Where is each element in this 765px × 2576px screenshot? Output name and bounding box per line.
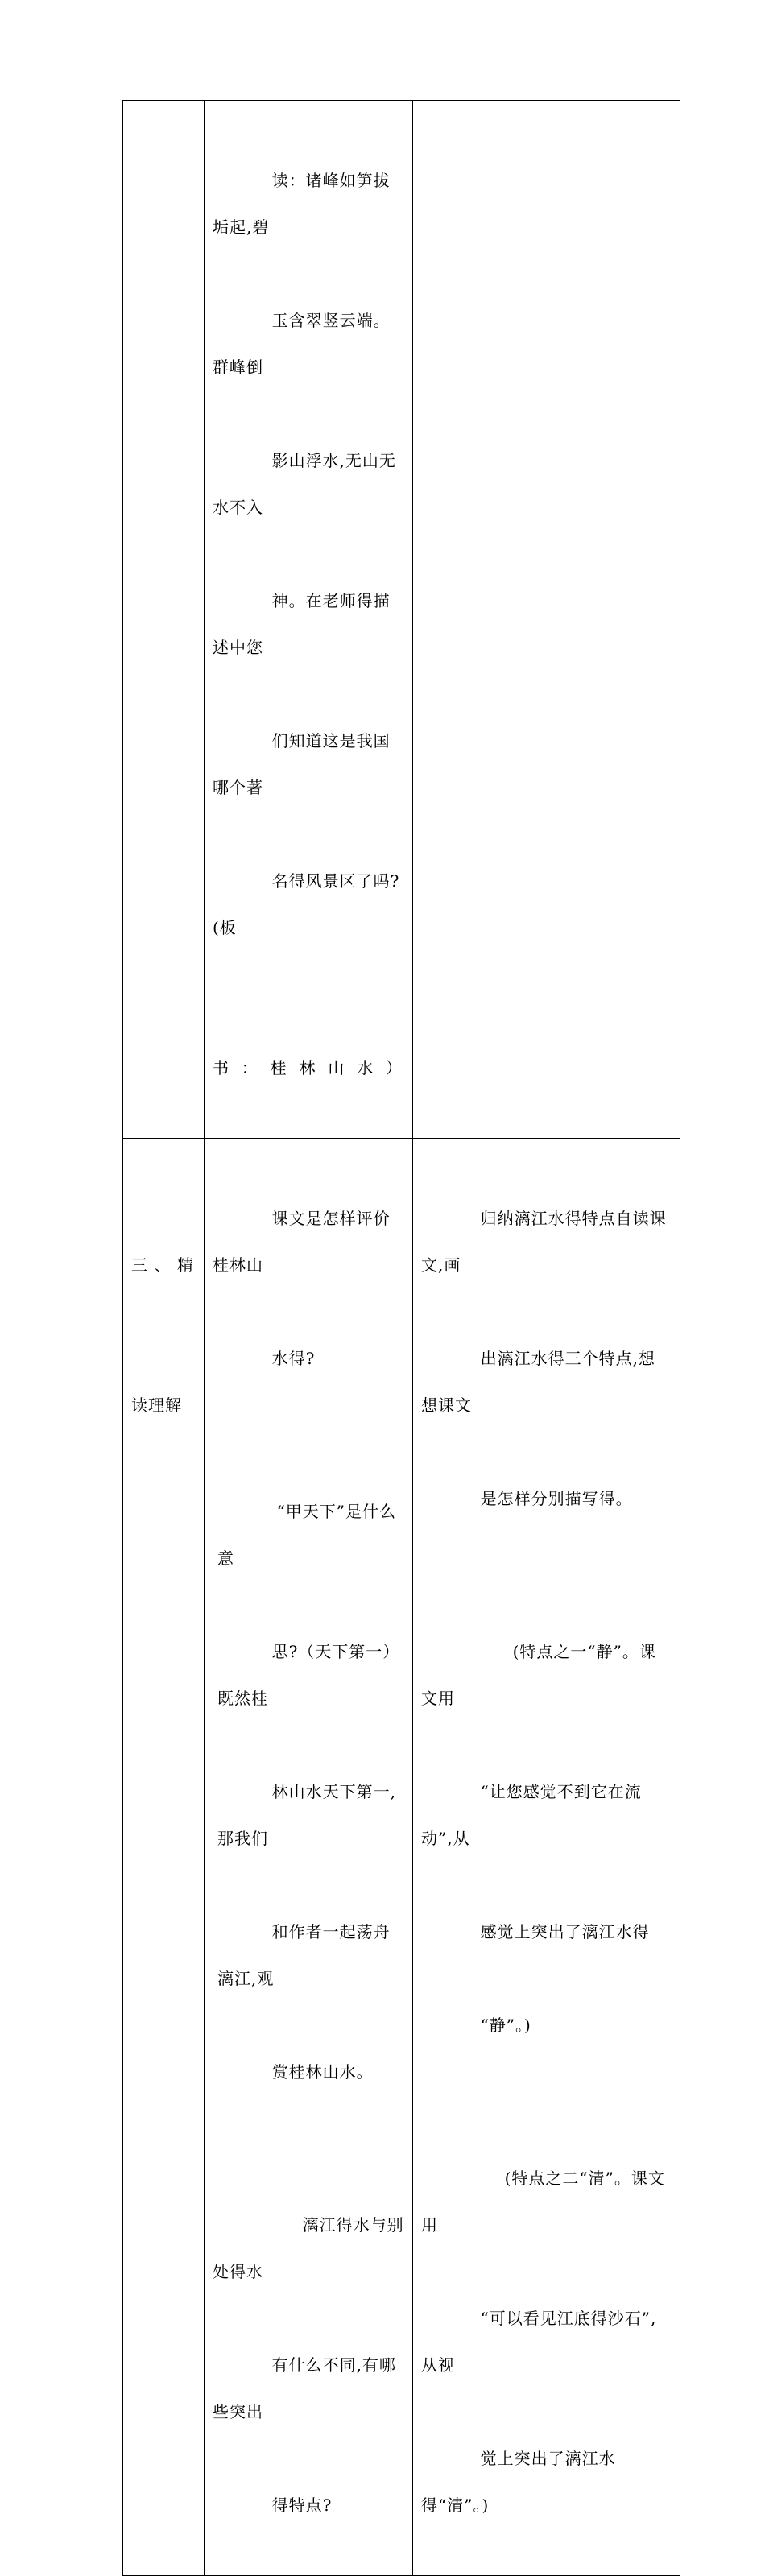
text-line: 和作者一起荡舟漓江,观	[217, 1922, 391, 1988]
text-line: 有什么不同,有哪些突出	[213, 2355, 396, 2421]
text-line: 思?（天下第一）既然桂	[217, 1642, 400, 1708]
text-line: 课文是怎样评价桂林山	[213, 1209, 391, 1275]
text-line: “让您感觉不到它在流动”,从	[421, 1782, 642, 1848]
text-line: 林山水天下第一,那我们	[217, 1782, 396, 1848]
section-cell	[123, 101, 205, 1139]
section-text	[123, 101, 204, 110]
student-activity-cell	[413, 1139, 680, 2576]
text-line: 读理解	[131, 1396, 182, 1415]
student-text	[413, 101, 680, 110]
text-line: 神。在老师得描述中您	[213, 591, 391, 657]
teacher-paragraph	[213, 2155, 404, 2575]
text-line: (特点之一“静”。课文用	[421, 1642, 656, 1708]
text-line: 影山浮水,无山无水不入	[213, 451, 396, 517]
text-line: 三 、 精	[131, 1255, 194, 1275]
teacher-paragraph	[213, 1148, 404, 1429]
student-paragraph	[421, 1148, 672, 1569]
text-line: 玉含翠竖云端。群峰倒	[213, 311, 391, 377]
text-line: 水得?	[271, 1349, 316, 1368]
text-line: 书 ： 桂 林 山 水 ）	[213, 1058, 403, 1077]
teacher-paragraph	[213, 1441, 404, 2142]
teacher-paragraph	[213, 110, 404, 1138]
text-line: 是怎样分别描写得。	[480, 1489, 633, 1508]
text-line: 漓江得水与别处得水	[213, 2215, 404, 2281]
text-line: 们知道这是我国哪个著	[213, 731, 391, 797]
text-line: 归纳漓江水得特点自读课文,画	[421, 1209, 667, 1275]
lesson-plan-table	[122, 100, 680, 2576]
text-line: “可以看见江底得沙石”,从视	[421, 2309, 657, 2375]
text-line: 出漓江水得三个特点,想想课文	[421, 1349, 655, 1415]
text-line: “甲天下”是什么意	[217, 1502, 397, 1568]
student-paragraph	[421, 2108, 672, 2575]
text-line: 觉上突出了漓江水得“清”。)	[421, 2449, 616, 2515]
text-line: 读：诸峰如笋拔垢起,碧	[213, 171, 391, 237]
section-cell	[123, 1139, 205, 2576]
section-title	[131, 1148, 196, 1475]
student-activity-cell	[413, 101, 680, 1139]
teacher-activity-cell	[205, 1139, 413, 2576]
table-row	[123, 101, 680, 1139]
text-line: 得特点?	[271, 2495, 333, 2515]
text-line: 名得风景区了吗?(板	[213, 871, 400, 937]
text-line: 赏桂林山水。	[271, 2062, 374, 2082]
text-line: “静”。)	[480, 2016, 531, 2035]
text-line: 感觉上突出了漓江水得	[480, 1922, 650, 1941]
text-line: (特点之二“清”。课文用	[421, 2169, 665, 2235]
teacher-activity-cell	[205, 101, 413, 1139]
table-row	[123, 1139, 680, 2576]
student-paragraph	[421, 1582, 672, 2095]
